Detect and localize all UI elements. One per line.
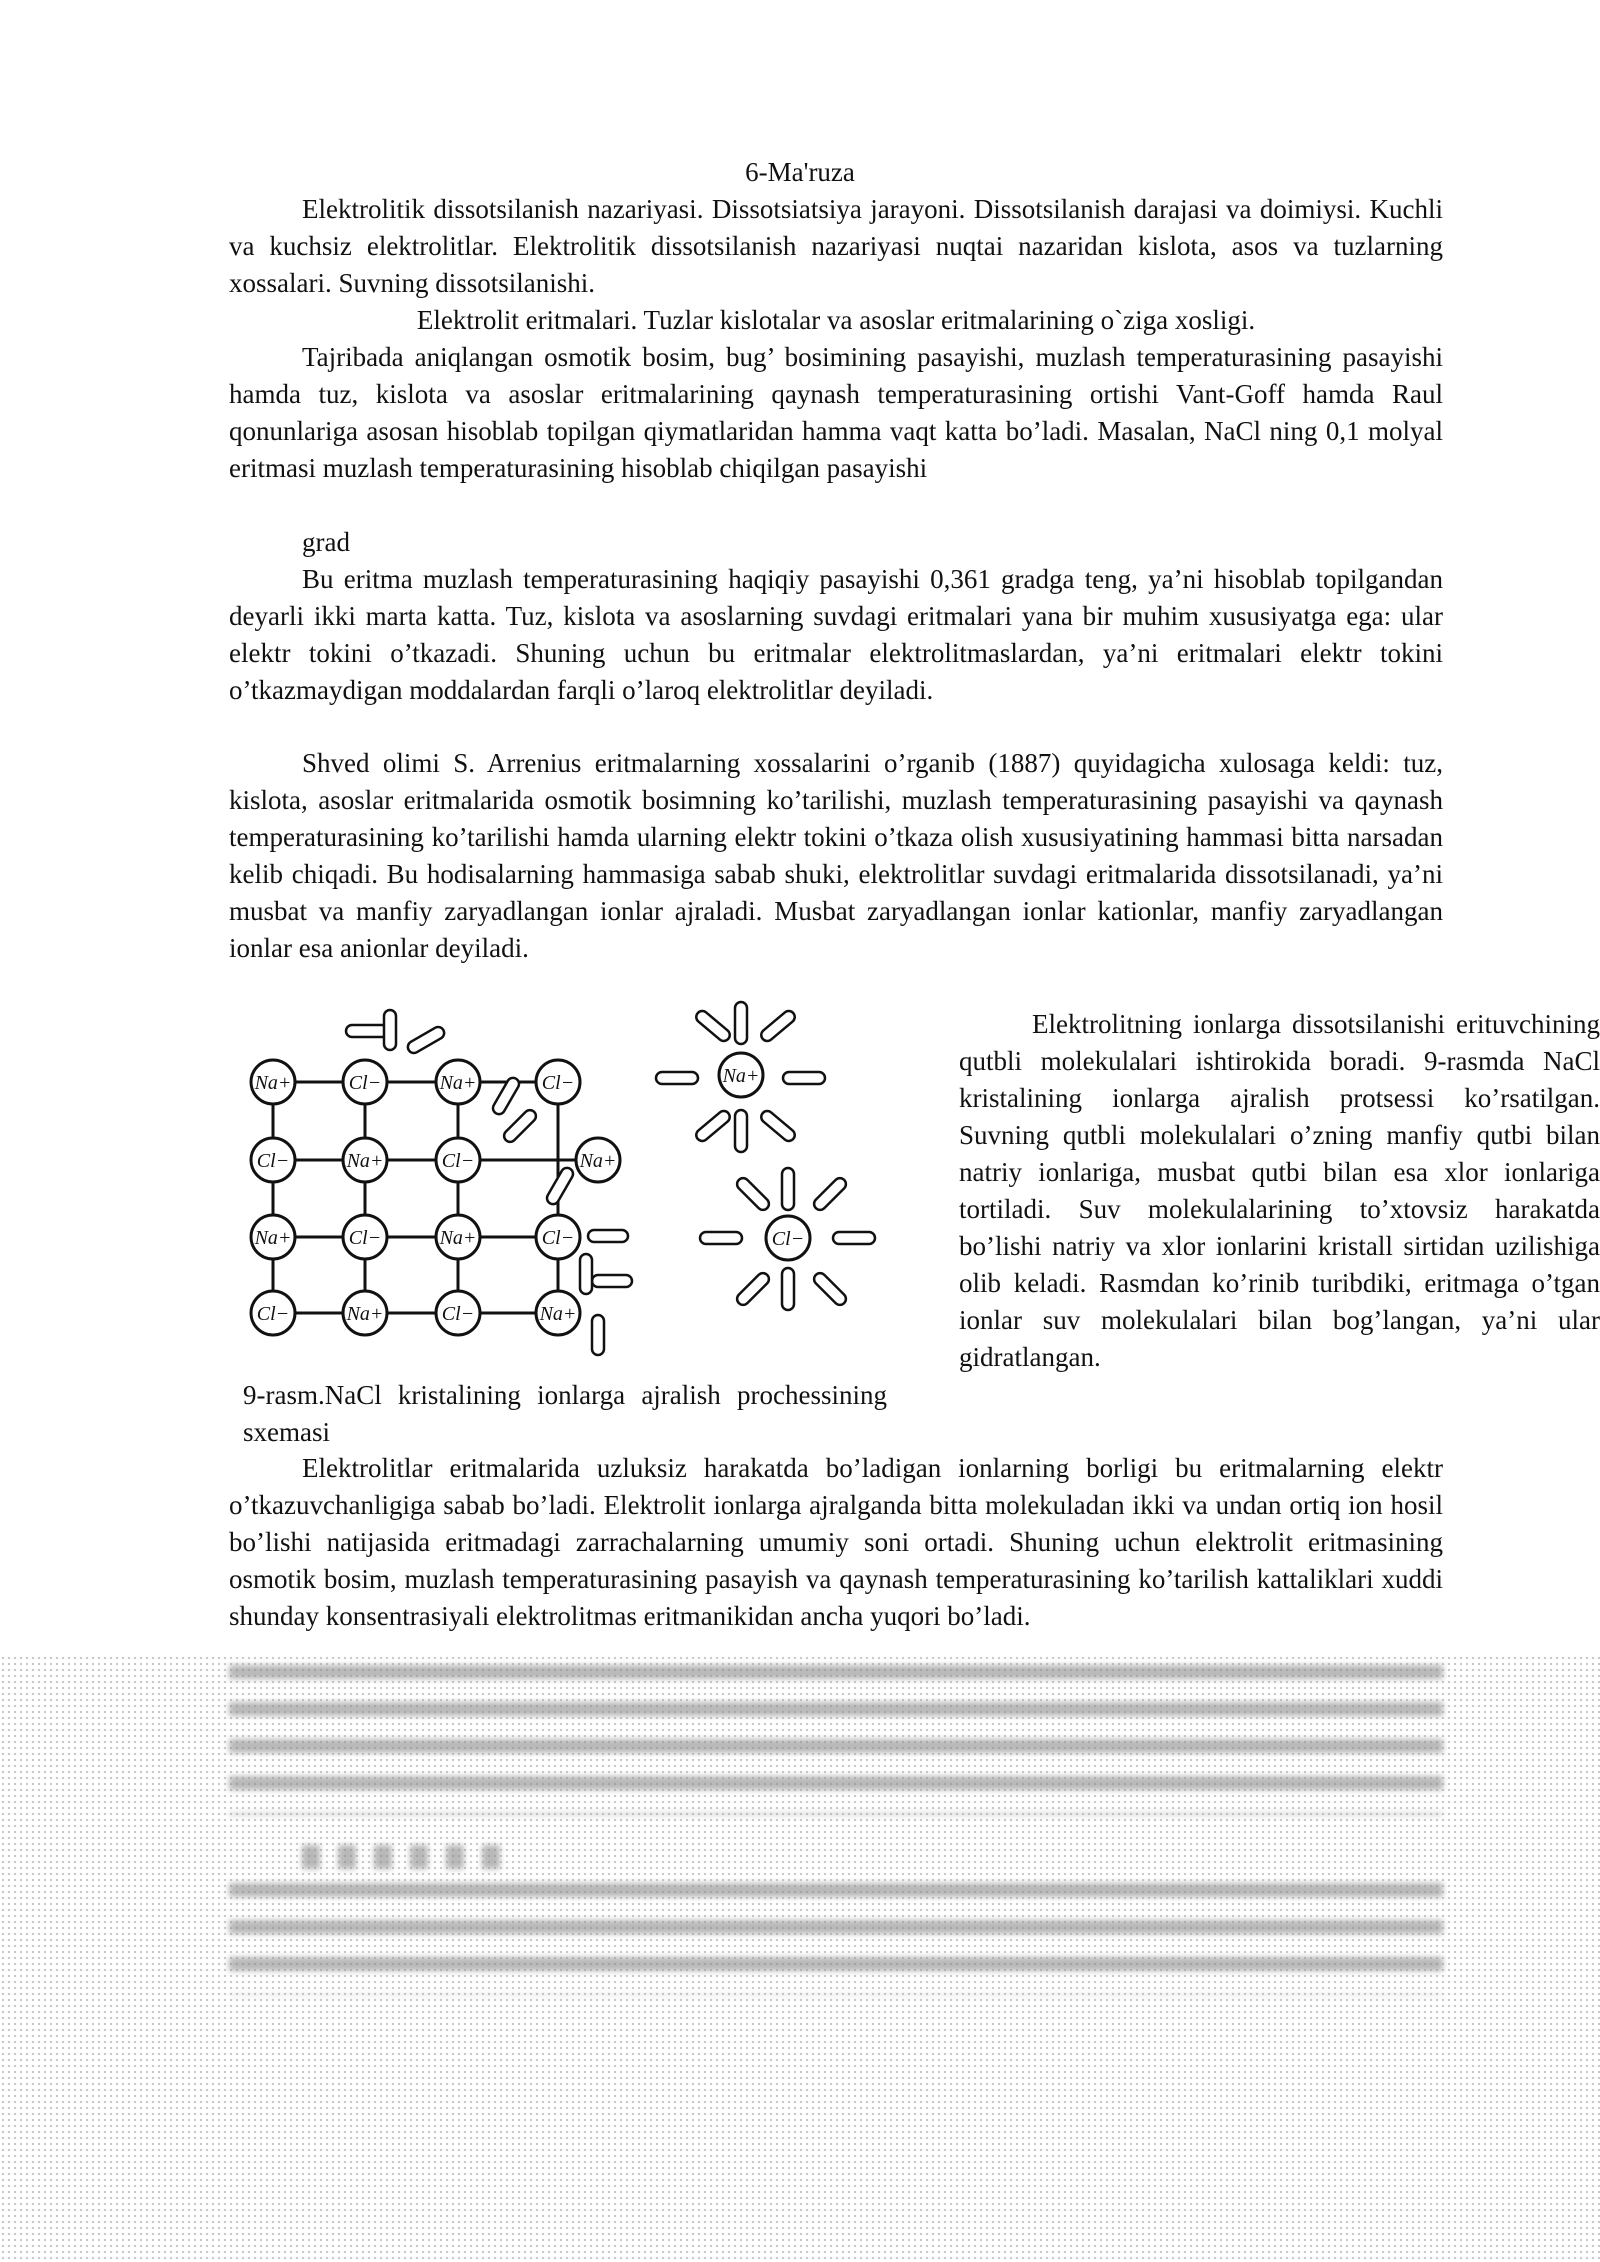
side-paragraph-dissociation: Elektrolitning ionlarga dissotsilanishi erituvchining qutbli molekulalari ishtirokida boradi. 9-rasmda NaCl kristalining ionlarga ajralish protsessi ko’rsatilgan. Suvning qutbli molekulalari o’zning manfiy qutbi bilan natriy ionlariga, musbat qutbi bilan esa xlor ionlariga tortiladi. Suv molekulalarining to’xtovsiz harakatda bo’lishi natriy va xlor ionlarini kristall sirtidan uzilishiga olib keladi. Rasmdan ko’rinib turibdiki, eritmaga o’tgan ionlar suv molekulalari bilan bog’langan, ya’ni ular gidratlangan. <box>959 1009 1600 1372</box>
figure-caption: 9-rasm.NaCl kristalining ionlarga ajralish prochessining sxemasi <box>243 1380 887 1447</box>
free-ion-label: Cl− <box>771 1228 805 1250</box>
blurred-formula <box>302 1845 502 1869</box>
ion-label: Na+ <box>346 1303 384 1325</box>
ion-label: Na+ <box>254 1072 292 1094</box>
ion-label: Na+ <box>439 1072 477 1094</box>
paragraph-conductivity: Elektrolitlar eritmalarida uzluksiz harakatda bo’ladigan ionlarning borligi bu eritmalarning elektr o’tkazuvchanligiga sabab bo’ladi. Elektrolit ionlarga ajralganda bitta molekuladan ikki va undan ortiq ion hosil bo’lishi natijasida eritmadagi zarrachalarning umumiy soni ortadi. Shuning uchun elektrolit eritmasining osmotik bosim, muzlash temperaturasining pasayish va qaynash temperaturasining ko’tarilish kattaliklari xuddi shunday konsentrasiyali elektrolitmas eritmanikidan ancha yuqori bo’ladi. <box>229 1453 1443 1631</box>
ion-label: Na+ <box>346 1150 384 1172</box>
ion-label: Cl− <box>541 1072 575 1094</box>
paragraph-freezing: Bu eritma muzlash temperaturasining haqiqiy pasayishi 0,361 gradga teng, ya’ni hisoblab topilgandan deyarli ikki marta katta. Tuz, kislota va asoslarning suvdagi eritmalari yana bir muhim xususiyatga ega: ular elektr tokini o’tkazadi. Shuning uchun bu eritmalar elektrolitmaslardan, ya’ni eritmalari elektr tokini o’tkazmaydigan moddalardan farqli o’laroq elektrolitlar deyiladi. <box>229 564 1443 705</box>
ion-label: Cl− <box>348 1227 382 1249</box>
blurred-paragraph-2 <box>229 1883 1443 1995</box>
unit-grad: grad <box>302 527 350 557</box>
blurred-paragraph-1 <box>229 1665 1443 1815</box>
lecture-title: 6-Ma'ruza <box>745 157 855 187</box>
ion-label: Cl− <box>441 1150 475 1172</box>
ion-label: Cl− <box>256 1150 290 1172</box>
obscured-region <box>0 1655 1600 2262</box>
ion-lattice <box>251 1060 620 1335</box>
ion-label: Cl− <box>441 1303 475 1325</box>
ion-label: Na+ <box>579 1150 617 1172</box>
section-heading: Elektrolit eritmalari. Tuzlar kislotalar va asoslar eritmalarining o`ziga xosligi. <box>416 305 1256 335</box>
nacl-dissociation-figure <box>238 1000 880 1370</box>
ion-label: Cl− <box>348 1072 382 1094</box>
ion-label: Cl− <box>541 1227 575 1249</box>
paragraph-osmotic: Tajribada aniqlangan osmotik bosim, bug’ bosimining pasayishi, muzlash temperaturasining pasayishi hamda tuz, kislota va asoslar eritmalarining qaynash temperaturasining ortishi Vant-Goff hamda Raul qonunlariga asosan hisoblab topilgan qiymatlaridan hamma vaqt katta bo’ladi. Masalan, NaCl ning 0,1 molyal eritmasi muzlash temperaturasining hisoblab chiqilgan pasayishi <box>229 342 1443 483</box>
ion-label: Na+ <box>439 1227 477 1249</box>
ion-label: Na+ <box>254 1227 292 1249</box>
free-cl-ion <box>766 1216 810 1260</box>
paragraph-arrhenius: Shved olimi S. Arrenius eritmalarning xossalarini o’rganib (1887) quyidagicha xulosaga keldi: tuz, kislota, asoslar eritmalarida osmotik bosimning ko’tarilishi, muzlash temperaturasining pasayishi va qaynash temperaturasining ko’tarilishi hamda ularning elektr tokini o’tkaza olish xususiyatining hammasi bitta narsadan kelib chiqadi. Bu hodisalarning hammasiga sabab shuki, elektrolitlar suvdagi eritmalarida dissotsilanadi, ya’ni musbat va manfiy zaryadlangan ionlar ajraladi. Musbat zaryadlangan ionlar kationlar, manfiy zaryadlangan ionlar esa anionlar deyiladi. <box>229 748 1443 963</box>
ion-label: Na+ <box>539 1303 577 1325</box>
ion-label: Cl− <box>256 1303 290 1325</box>
free-ion-label: Na+ <box>722 1065 760 1087</box>
intro-paragraph: Elektrolitik dissotsilanish nazariyasi. Dissotsiatsiya jarayoni. Dissotsilanish darajasi va doimiysi. Kuchli va kuchsiz elektrolitlar. Elektrolitik dissotsilanish nazariyasi nuqtai nazaridan kislota, asos va tuzlarning xossalari. Suvning dissotsilanishi. <box>229 194 1443 298</box>
free-na-ion <box>719 1053 763 1097</box>
